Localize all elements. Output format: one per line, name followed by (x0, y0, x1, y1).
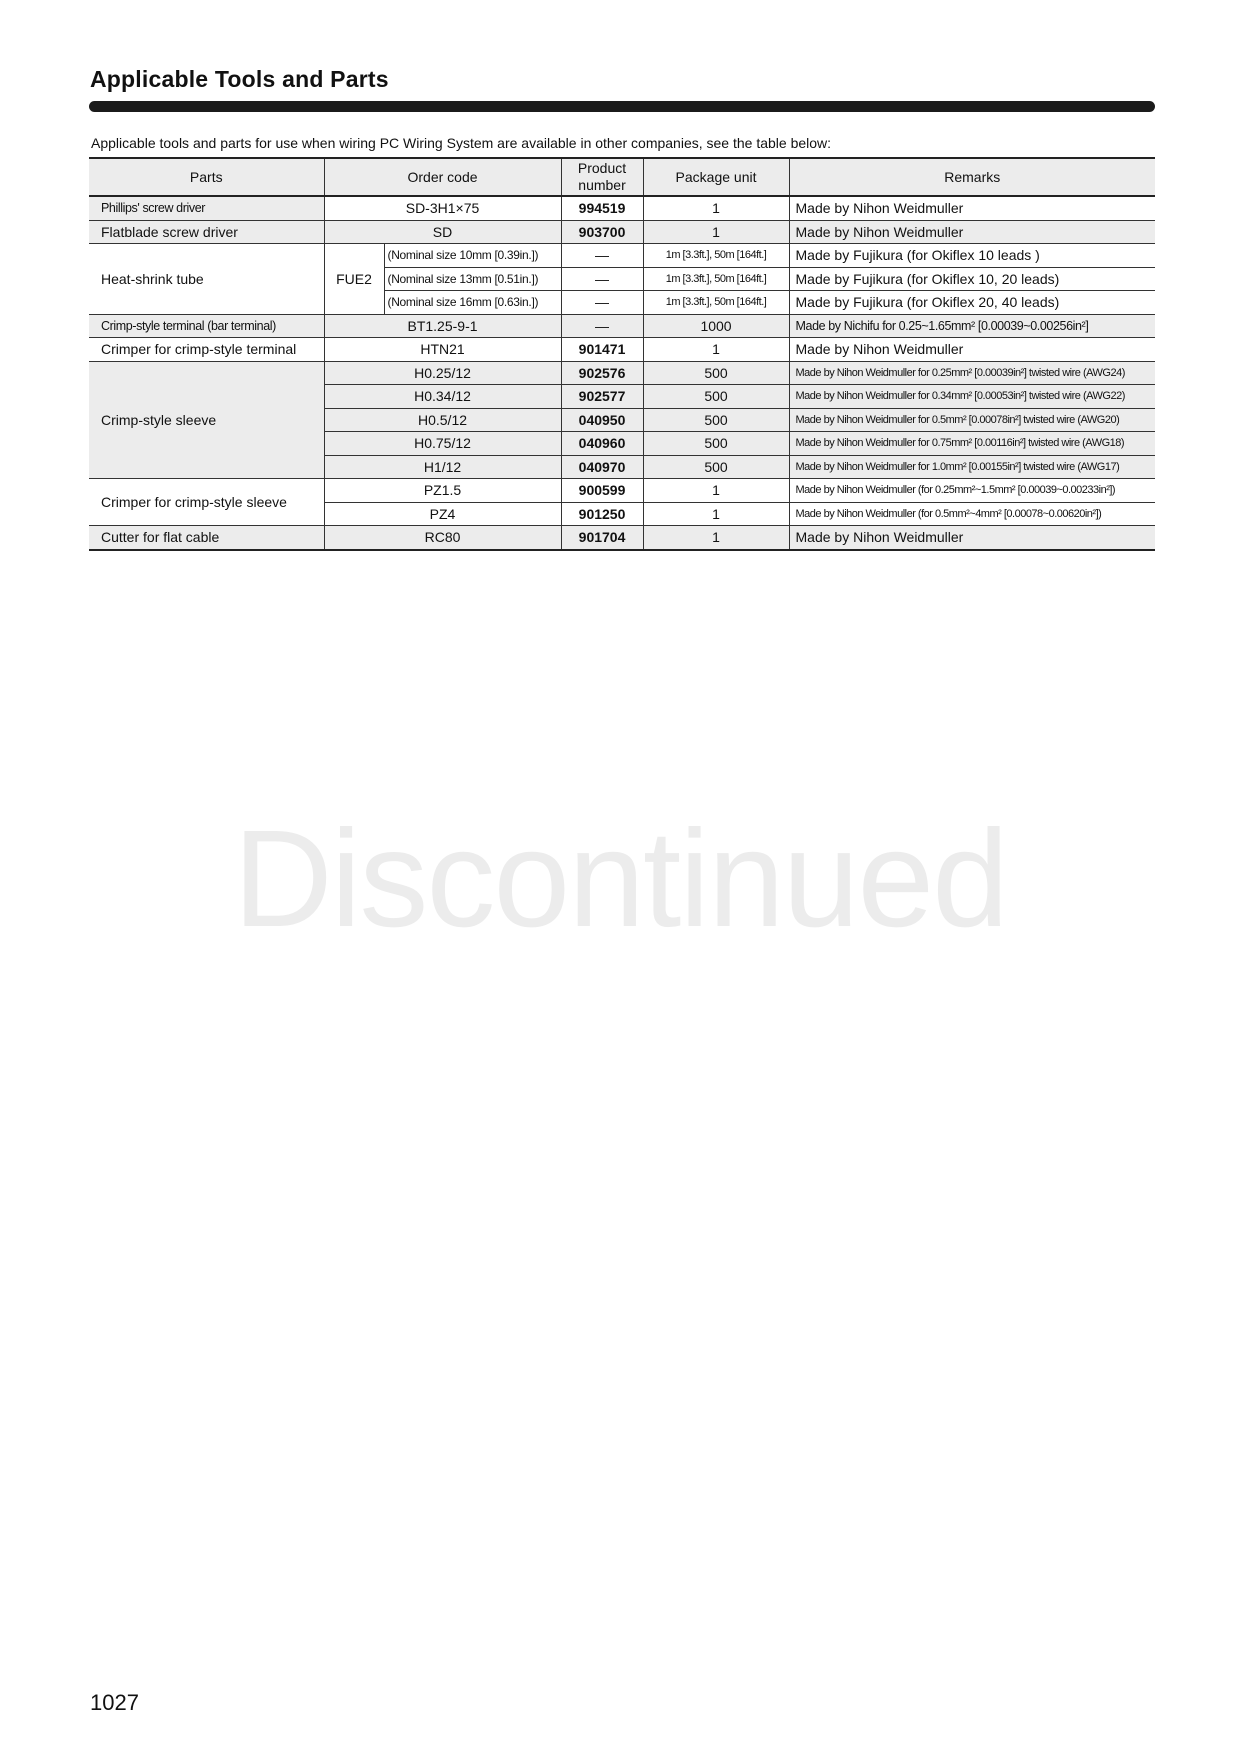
order-code-cell: SD-3H1×75 (324, 196, 561, 220)
product-number-cell: 902577 (561, 385, 643, 409)
remarks-cell: Made by Nichifu for 0.25~1.65mm² [0.00039~0.00256in²] (789, 314, 1155, 338)
product-number-cell: 040950 (561, 408, 643, 432)
package-unit-cell: 500 (643, 408, 789, 432)
remarks-cell: Made by Fujikura (for Okiflex 10 leads ) (789, 244, 1155, 268)
tools-parts-table (89, 157, 1155, 551)
order-code-cell: PZ1.5 (324, 479, 561, 503)
part-cell: Crimper for crimp-style terminal (89, 338, 324, 362)
order-code-cell: SD (324, 220, 561, 244)
header-remarks: Remarks (789, 158, 1155, 196)
remarks-cell: Made by Fujikura (for Okiflex 20, 40 leads) (789, 291, 1155, 315)
product-number-cell: 994519 (561, 196, 643, 220)
product-number-cell: 901471 (561, 338, 643, 362)
table-row (89, 338, 1155, 362)
remarks-cell: Made by Nihon Weidmuller (789, 526, 1155, 550)
order-code-cell: H0.34/12 (324, 385, 561, 409)
product-number-cell: 902576 (561, 361, 643, 385)
package-unit-cell: 1 (643, 479, 789, 503)
remarks-cell: Made by Nihon Weidmuller for 0.75mm² [0.00116in²] twisted wire (AWG18) (789, 432, 1155, 456)
order-code-cell: (Nominal size 13mm [0.51in.]) (384, 267, 561, 291)
header-order-code: Order code (324, 158, 561, 196)
part-cell: Cutter for flat cable (89, 526, 324, 550)
page-number: 1027 (90, 1690, 139, 1715)
package-unit-cell: 1 (643, 196, 789, 220)
table-row (89, 361, 1155, 385)
order-code-cell: (Nominal size 10mm [0.39in.]) (384, 244, 561, 268)
order-code-prefix-cell: FUE2 (324, 244, 384, 315)
order-code-cell: H1/12 (324, 455, 561, 479)
product-number-cell: 901704 (561, 526, 643, 550)
package-unit-cell: 1 (643, 338, 789, 362)
header-parts: Parts (89, 158, 324, 196)
package-unit-cell: 1m [3.3ft.], 50m [164ft.] (643, 267, 789, 291)
remarks-cell: Made by Fujikura (for Okiflex 10, 20 leads) (789, 267, 1155, 291)
discontinued-watermark: Discontinued (233, 802, 1007, 956)
order-code-cell: BT1.25-9-1 (324, 314, 561, 338)
product-number-cell: 903700 (561, 220, 643, 244)
package-unit-cell: 1 (643, 220, 789, 244)
package-unit-cell: 500 (643, 361, 789, 385)
table-row (89, 314, 1155, 338)
product-number-cell: — (561, 267, 643, 291)
package-unit-cell: 500 (643, 385, 789, 409)
remarks-cell: Made by Nihon Weidmuller (for 0.25mm²~1.5mm² [0.00039~0.00233in²]) (789, 479, 1155, 503)
part-cell: Crimp-style sleeve (89, 361, 324, 479)
table-row (89, 479, 1155, 503)
remarks-cell: Made by Nihon Weidmuller (789, 196, 1155, 220)
remarks-cell: Made by Nihon Weidmuller for 1.0mm² [0.00155in²] twisted wire (AWG17) (789, 455, 1155, 479)
remarks-cell: Made by Nihon Weidmuller (789, 220, 1155, 244)
remarks-cell: Made by Nihon Weidmuller (789, 338, 1155, 362)
header-product-number: Product number (561, 158, 643, 196)
package-unit-cell: 500 (643, 455, 789, 479)
table-row (89, 196, 1155, 220)
product-number-cell: 901250 (561, 502, 643, 526)
part-cell: Heat-shrink tube (89, 244, 324, 315)
order-code-cell: PZ4 (324, 502, 561, 526)
remarks-cell: Made by Nihon Weidmuller for 0.34mm² [0.00053in²] twisted wire (AWG22) (789, 385, 1155, 409)
title-underline-bar (89, 101, 1155, 112)
product-number-cell: 040960 (561, 432, 643, 456)
part-cell: Phillips' screw driver (89, 196, 324, 220)
order-code-cell: (Nominal size 16mm [0.63in.]) (384, 291, 561, 315)
table-header-row (89, 158, 1155, 196)
package-unit-cell: 500 (643, 432, 789, 456)
remarks-cell: Made by Nihon Weidmuller (for 0.5mm²~4mm² [0.00078~0.00620in²]) (789, 502, 1155, 526)
package-unit-cell: 1000 (643, 314, 789, 338)
order-code-cell: H0.75/12 (324, 432, 561, 456)
header-package-unit: Package unit (643, 158, 789, 196)
product-number-cell: — (561, 291, 643, 315)
package-unit-cell: 1m [3.3ft.], 50m [164ft.] (643, 291, 789, 315)
order-code-cell: HTN21 (324, 338, 561, 362)
part-cell: Crimper for crimp-style sleeve (89, 479, 324, 526)
table-row (89, 220, 1155, 244)
part-cell: Flatblade screw driver (89, 220, 324, 244)
product-number-cell: 900599 (561, 479, 643, 503)
remarks-cell: Made by Nihon Weidmuller for 0.5mm² [0.00078in²] twisted wire (AWG20) (789, 408, 1155, 432)
package-unit-cell: 1 (643, 502, 789, 526)
product-number-cell: — (561, 314, 643, 338)
part-cell: Crimp-style terminal (bar terminal) (89, 314, 324, 338)
package-unit-cell: 1m [3.3ft.], 50m [164ft.] (643, 244, 789, 268)
section-title: Applicable Tools and Parts (90, 66, 389, 92)
order-code-cell: H0.25/12 (324, 361, 561, 385)
order-code-cell: RC80 (324, 526, 561, 550)
order-code-cell: H0.5/12 (324, 408, 561, 432)
product-number-cell: — (561, 244, 643, 268)
intro-text: Applicable tools and parts for use when wiring PC Wiring System are available in other companies, see the table below: (91, 135, 832, 151)
table-row (89, 526, 1155, 550)
remarks-cell: Made by Nihon Weidmuller for 0.25mm² [0.00039in²] twisted wire (AWG24) (789, 361, 1155, 385)
table-row (89, 244, 1155, 268)
package-unit-cell: 1 (643, 526, 789, 550)
product-number-cell: 040970 (561, 455, 643, 479)
